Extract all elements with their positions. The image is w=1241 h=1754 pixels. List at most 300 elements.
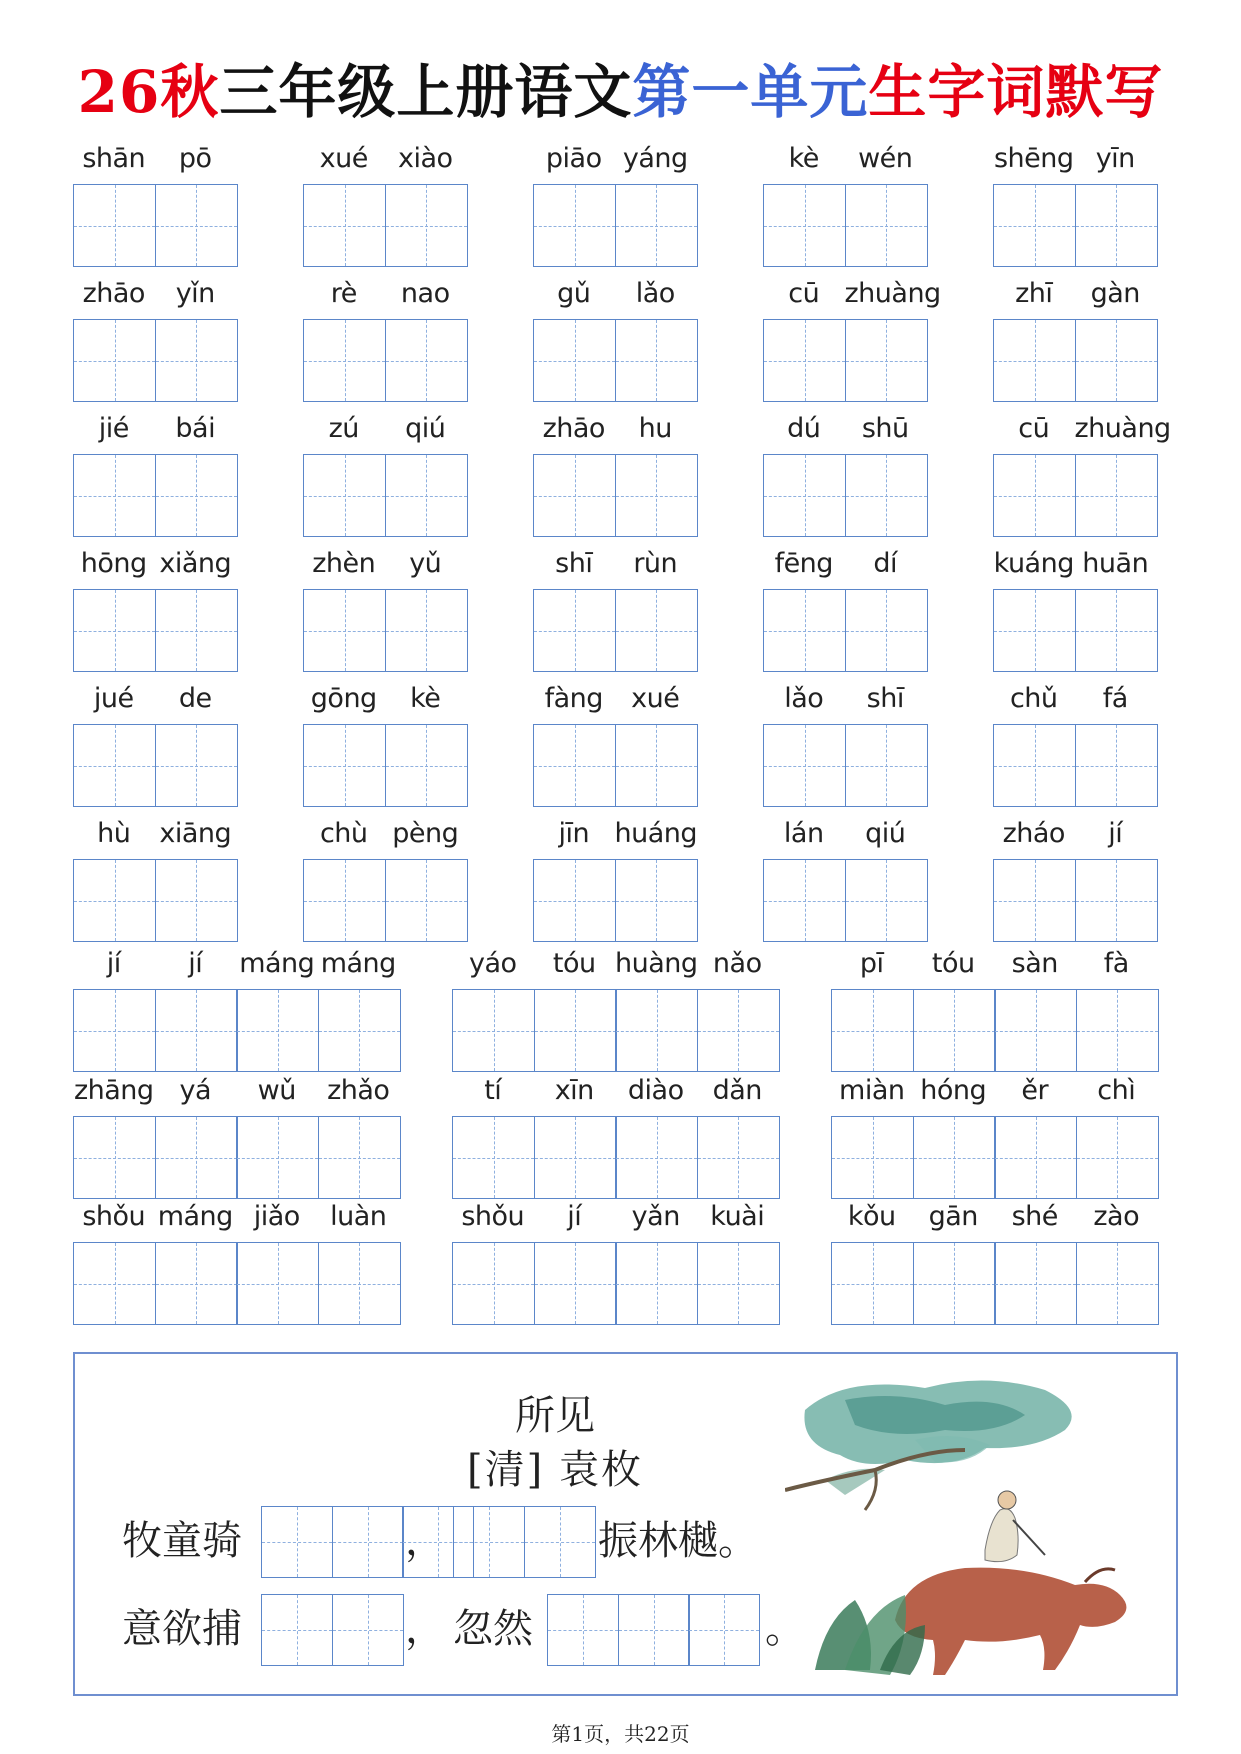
word-item (763, 410, 926, 537)
pinyin-label: shēng (993, 143, 1074, 174)
write-cell[interactable] (845, 184, 928, 267)
write-cell[interactable] (533, 859, 616, 942)
word-item (73, 945, 399, 1072)
write-cell[interactable] (385, 184, 468, 267)
pinyin-label: zhèn (312, 548, 376, 579)
writing-boxes[interactable] (993, 184, 1156, 267)
pinyin-label: zào (1093, 1201, 1140, 1232)
write-cell[interactable] (453, 1506, 525, 1578)
write-cell[interactable] (993, 184, 1076, 267)
word-item (993, 140, 1156, 267)
write-cell[interactable] (697, 1242, 780, 1325)
pinyin-row (993, 140, 1156, 178)
pinyin-row (303, 815, 466, 853)
pinyin-row (993, 410, 1171, 448)
pinyin-label: sàn (1011, 948, 1058, 979)
pinyin-label: kuáng (993, 548, 1074, 579)
write-cell[interactable] (385, 454, 468, 537)
writing-boxes[interactable] (452, 989, 778, 1072)
pinyin-row (452, 1198, 778, 1236)
write-cell[interactable] (303, 454, 386, 537)
word-item (303, 680, 466, 807)
write-cell[interactable] (763, 454, 846, 537)
write-cell[interactable] (303, 184, 386, 267)
write-cell[interactable] (1076, 1242, 1159, 1325)
write-cell[interactable] (155, 184, 238, 267)
pinyin-label: piāo (545, 143, 602, 174)
write-cell[interactable] (763, 589, 846, 672)
pinyin-row (73, 945, 399, 983)
pinyin-label: dú (787, 413, 821, 444)
pinyin-label: jí (106, 948, 121, 979)
pinyin-row (73, 275, 236, 313)
word-item (763, 815, 926, 942)
pinyin-label: xué (631, 683, 680, 714)
pinyin-row (73, 815, 236, 853)
pinyin-label: shǒu (461, 1201, 525, 1232)
writing-boxes[interactable] (993, 454, 1156, 537)
pinyin-label: zhī (1015, 278, 1053, 309)
pinyin-label: shī (555, 548, 593, 579)
pinyin-row (993, 680, 1156, 718)
pinyin-label: gǔ (557, 278, 591, 309)
writing-boxes[interactable] (831, 1242, 1157, 1325)
writing-boxes[interactable] (73, 184, 236, 267)
poem-illustration (785, 1370, 1175, 1690)
pinyin-row (763, 275, 941, 313)
pinyin-row (73, 545, 236, 583)
writing-boxes[interactable] (763, 319, 926, 402)
pinyin-label: qiú (865, 818, 906, 849)
write-cell[interactable] (913, 1116, 996, 1199)
write-cell[interactable] (845, 589, 928, 672)
write-cell[interactable] (1075, 589, 1158, 672)
writing-boxes[interactable] (763, 184, 926, 267)
writing-boxes[interactable] (763, 724, 926, 807)
word-item (533, 140, 696, 267)
write-cell[interactable] (1075, 724, 1158, 807)
word-item (993, 545, 1156, 672)
write-cell[interactable] (303, 319, 386, 402)
title-part-4: 生字词默写 (868, 58, 1164, 126)
write-cell[interactable] (994, 1242, 1077, 1325)
pinyin-row (452, 945, 778, 983)
word-item (763, 680, 926, 807)
writing-boxes[interactable] (993, 859, 1156, 942)
write-cell[interactable] (615, 319, 698, 402)
write-cell[interactable] (615, 454, 698, 537)
write-cell[interactable] (73, 1116, 156, 1199)
pinyin-label: xué (319, 143, 368, 174)
pinyin-label: cū (1018, 413, 1050, 444)
pinyin-row (303, 680, 466, 718)
write-cell[interactable] (697, 989, 780, 1072)
write-cell[interactable] (845, 724, 928, 807)
writing-boxes[interactable] (303, 724, 466, 807)
pinyin-label: hóng (920, 1075, 987, 1106)
pinyin-label: kǒu (847, 1201, 896, 1232)
write-cell[interactable] (332, 1594, 404, 1666)
word-item (303, 815, 466, 942)
pinyin-label: qiú (405, 413, 446, 444)
writing-boxes[interactable] (993, 589, 1156, 672)
write-cell[interactable] (303, 724, 386, 807)
write-cell[interactable] (615, 1116, 698, 1199)
word-item (831, 1198, 1157, 1325)
write-cell[interactable] (1076, 989, 1159, 1072)
write-cell[interactable] (615, 724, 698, 807)
word-item (763, 545, 926, 672)
writing-boxes[interactable] (73, 724, 236, 807)
poem-author: [清] 袁枚 (467, 1447, 643, 1493)
pinyin-label: cū (788, 278, 820, 309)
pinyin-label: gān (928, 1201, 978, 1232)
pinyin-label: xiǎng (159, 548, 232, 579)
pinyin-row (533, 140, 696, 178)
pinyin-row (452, 1072, 778, 1110)
word-item (831, 1072, 1157, 1199)
pinyin-label: rùn (633, 548, 678, 579)
word-item (452, 1198, 778, 1325)
writing-boxes[interactable] (73, 859, 236, 942)
pinyin-row (73, 1198, 399, 1236)
write-cell[interactable] (845, 859, 928, 942)
write-cell[interactable] (452, 1242, 535, 1325)
word-item (73, 410, 236, 537)
write-cell[interactable] (547, 1594, 619, 1666)
write-cell[interactable] (1075, 454, 1158, 537)
word-item (73, 1072, 399, 1199)
writing-boxes[interactable] (73, 1242, 399, 1325)
write-cell[interactable] (303, 589, 386, 672)
pinyin-label: fá (1102, 683, 1128, 714)
write-cell[interactable] (763, 184, 846, 267)
writing-boxes[interactable] (993, 319, 1156, 402)
writing-boxes[interactable] (303, 454, 466, 537)
pinyin-label: tóu (931, 948, 975, 979)
write-cell[interactable] (994, 989, 1077, 1072)
pinyin-row (533, 680, 696, 718)
write-cell[interactable] (385, 319, 468, 402)
write-cell[interactable] (533, 184, 616, 267)
writing-boxes[interactable] (533, 724, 696, 807)
pinyin-label: de (178, 683, 212, 714)
write-cell[interactable] (533, 589, 616, 672)
pinyin-row (763, 410, 926, 448)
writing-boxes[interactable] (303, 589, 466, 672)
pinyin-label: zhuàng (844, 278, 941, 309)
write-cell[interactable] (73, 859, 156, 942)
pinyin-label: tí (484, 1075, 502, 1106)
pinyin-label: hu (638, 413, 672, 444)
writing-boxes[interactable] (452, 1116, 778, 1199)
write-cell[interactable] (618, 1594, 690, 1666)
write-cell[interactable] (697, 1116, 780, 1199)
writing-boxes[interactable] (73, 319, 236, 402)
writing-boxes[interactable] (73, 1116, 399, 1199)
word-item (533, 815, 696, 942)
pinyin-label: lán (783, 818, 824, 849)
write-cell[interactable] (155, 724, 238, 807)
writing-boxes[interactable] (533, 319, 696, 402)
write-cell[interactable] (385, 724, 468, 807)
poem-blank-4[interactable] (547, 1594, 759, 1666)
pinyin-label: pō (178, 143, 212, 174)
pinyin-label: miàn (839, 1075, 905, 1106)
word-item (303, 410, 466, 537)
pinyin-label: yǎn (631, 1201, 680, 1232)
pinyin-label: zhāo (542, 413, 605, 444)
write-cell[interactable] (615, 859, 698, 942)
write-cell[interactable] (993, 454, 1076, 537)
write-cell[interactable] (155, 319, 238, 402)
write-cell[interactable] (73, 724, 156, 807)
poem-line2-start: 意欲捕 (122, 1606, 242, 1652)
writing-boxes[interactable] (993, 724, 1156, 807)
write-cell[interactable] (332, 1506, 404, 1578)
pinyin-label: chù (319, 818, 368, 849)
pinyin-label: shū (861, 413, 909, 444)
pinyin-row (831, 1198, 1157, 1236)
pinyin-label: kè (788, 143, 819, 174)
pinyin-label: jué (93, 683, 134, 714)
word-item (73, 545, 236, 672)
write-cell[interactable] (913, 989, 996, 1072)
pinyin-label: wǔ (257, 1075, 296, 1106)
write-cell[interactable] (385, 859, 468, 942)
write-cell[interactable] (913, 1242, 996, 1325)
write-cell[interactable] (524, 1506, 596, 1578)
write-cell[interactable] (993, 589, 1076, 672)
writing-boxes[interactable] (533, 184, 696, 267)
write-cell[interactable] (236, 1242, 319, 1325)
write-cell[interactable] (831, 1116, 914, 1199)
write-cell[interactable] (73, 184, 156, 267)
write-cell[interactable] (318, 1116, 401, 1199)
pinyin-label: zhāng (73, 1075, 154, 1106)
word-item (533, 545, 696, 672)
word-item (763, 140, 926, 267)
pinyin-row (303, 275, 466, 313)
word-item (993, 815, 1156, 942)
word-item (993, 680, 1156, 807)
write-cell[interactable] (1076, 1116, 1159, 1199)
pinyin-label: zú (328, 413, 359, 444)
pinyin-label: xīn (554, 1075, 594, 1106)
poem-title: 所见 (515, 1393, 595, 1439)
pinyin-label: hōng (80, 548, 147, 579)
word-item (763, 275, 941, 402)
pinyin-label: lǎo (635, 278, 675, 309)
write-cell[interactable] (452, 989, 535, 1072)
pinyin-label: tóu (552, 948, 596, 979)
write-cell[interactable] (534, 1242, 617, 1325)
write-cell[interactable] (688, 1594, 760, 1666)
write-cell[interactable] (845, 319, 928, 402)
pinyin-label: zhuàng (1074, 413, 1171, 444)
pinyin-label: pèng (392, 818, 459, 849)
write-cell[interactable] (763, 724, 846, 807)
writing-boxes[interactable] (533, 859, 696, 942)
write-cell[interactable] (831, 1242, 914, 1325)
word-item (452, 945, 778, 1072)
writing-boxes[interactable] (763, 859, 926, 942)
write-cell[interactable] (236, 1116, 319, 1199)
writing-boxes[interactable] (73, 989, 399, 1072)
write-cell[interactable] (452, 1116, 535, 1199)
write-cell[interactable] (261, 1594, 333, 1666)
write-cell[interactable] (303, 859, 386, 942)
word-item (73, 680, 236, 807)
write-cell[interactable] (73, 319, 156, 402)
pinyin-label: gàn (1090, 278, 1140, 309)
write-cell[interactable] (155, 1116, 238, 1199)
write-cell[interactable] (318, 989, 401, 1072)
title-part-2: 三年级上册语文 (219, 58, 633, 126)
writing-boxes[interactable] (303, 184, 466, 267)
pinyin-label: pī (859, 948, 884, 979)
writing-boxes[interactable] (831, 989, 1157, 1072)
write-cell[interactable] (236, 989, 319, 1072)
poem-comma-1: ， (405, 1518, 445, 1564)
write-cell[interactable] (155, 454, 238, 537)
write-cell[interactable] (155, 589, 238, 672)
pinyin-label: kuài (710, 1201, 765, 1232)
word-item (452, 1072, 778, 1199)
write-cell[interactable] (1075, 859, 1158, 942)
writing-boxes[interactable] (73, 589, 236, 672)
poem-line1-end: 振林樾。 (598, 1518, 758, 1564)
write-cell[interactable] (155, 1242, 238, 1325)
pinyin-label: dí (873, 548, 898, 579)
write-cell[interactable] (155, 989, 238, 1072)
poem-blank-2[interactable] (453, 1506, 594, 1578)
write-cell[interactable] (831, 989, 914, 1072)
write-cell[interactable] (261, 1506, 333, 1578)
pinyin-row (993, 545, 1156, 583)
write-cell[interactable] (73, 589, 156, 672)
pinyin-label: huàng (615, 948, 698, 979)
pinyin-label: huān (1082, 548, 1149, 579)
write-cell[interactable] (615, 1242, 698, 1325)
write-cell[interactable] (534, 1116, 617, 1199)
pinyin-row (831, 945, 1157, 983)
word-item (993, 275, 1156, 402)
pinyin-row (533, 815, 696, 853)
write-cell[interactable] (73, 1242, 156, 1325)
pinyin-label: máng (239, 948, 315, 979)
poem-line2-mid: 忽然 (453, 1606, 533, 1652)
write-cell[interactable] (73, 454, 156, 537)
write-cell[interactable] (385, 589, 468, 672)
word-item (73, 1198, 399, 1325)
title-part-3: 第一单元 (632, 58, 869, 126)
pinyin-label: fà (1103, 948, 1129, 979)
pinyin-row (763, 680, 926, 718)
poem-blank-3[interactable] (261, 1594, 402, 1666)
writing-boxes[interactable] (303, 319, 466, 402)
write-cell[interactable] (994, 1116, 1077, 1199)
pinyin-label: shé (1011, 1201, 1058, 1232)
write-cell[interactable] (993, 859, 1076, 942)
word-item (73, 275, 236, 402)
pinyin-row (763, 815, 926, 853)
word-item (303, 545, 466, 672)
pinyin-row (73, 410, 236, 448)
write-cell[interactable] (318, 1242, 401, 1325)
write-cell[interactable] (533, 454, 616, 537)
pinyin-label: shī (866, 683, 904, 714)
writing-boxes[interactable] (73, 454, 236, 537)
pinyin-row (993, 275, 1156, 313)
writing-boxes[interactable] (452, 1242, 778, 1325)
write-cell[interactable] (73, 989, 156, 1072)
pinyin-row (303, 140, 466, 178)
write-cell[interactable] (993, 724, 1076, 807)
write-cell[interactable] (763, 319, 846, 402)
write-cell[interactable] (1075, 319, 1158, 402)
write-cell[interactable] (155, 859, 238, 942)
writing-boxes[interactable] (763, 454, 926, 537)
pinyin-label: huáng (614, 818, 698, 849)
pinyin-row (533, 545, 696, 583)
write-cell[interactable] (534, 989, 617, 1072)
pinyin-row (533, 275, 696, 313)
word-item (993, 410, 1171, 537)
writing-boxes[interactable] (533, 454, 696, 537)
writing-boxes[interactable] (303, 859, 466, 942)
writing-boxes[interactable] (763, 589, 926, 672)
pinyin-label: hù (97, 818, 131, 849)
pinyin-label: wén (858, 143, 913, 174)
pinyin-label: jīn (558, 818, 590, 849)
write-cell[interactable] (615, 989, 698, 1072)
writing-boxes[interactable] (831, 1116, 1157, 1199)
write-cell[interactable] (533, 319, 616, 402)
pinyin-label: yáng (622, 143, 688, 174)
pinyin-label: zhāo (82, 278, 145, 309)
pinyin-label: gōng (310, 683, 377, 714)
word-item (533, 410, 696, 537)
pinyin-label: yīn (1095, 143, 1135, 174)
word-item (303, 275, 466, 402)
pinyin-label: yǐn (175, 278, 215, 309)
pinyin-row (993, 815, 1156, 853)
pinyin-label: máng (320, 948, 396, 979)
write-cell[interactable] (993, 319, 1076, 402)
pinyin-row (763, 545, 926, 583)
pinyin-label: jí (1108, 818, 1123, 849)
pinyin-label: jiǎo (253, 1201, 300, 1232)
write-cell[interactable] (533, 724, 616, 807)
title-part-1: 26秋 (77, 58, 220, 126)
pinyin-row (533, 410, 696, 448)
write-cell[interactable] (763, 859, 846, 942)
poem-line1-start: 牧童骑 (122, 1518, 242, 1564)
pinyin-row (73, 140, 236, 178)
pinyin-label: fēng (774, 548, 833, 579)
writing-boxes[interactable] (533, 589, 696, 672)
write-cell[interactable] (845, 454, 928, 537)
write-cell[interactable] (615, 589, 698, 672)
word-item (831, 945, 1157, 1072)
write-cell[interactable] (1075, 184, 1158, 267)
pinyin-label: jí (567, 1201, 582, 1232)
pinyin-label: diào (627, 1075, 684, 1106)
write-cell[interactable] (615, 184, 698, 267)
pinyin-label: yǔ (409, 548, 442, 579)
word-item (533, 275, 696, 402)
